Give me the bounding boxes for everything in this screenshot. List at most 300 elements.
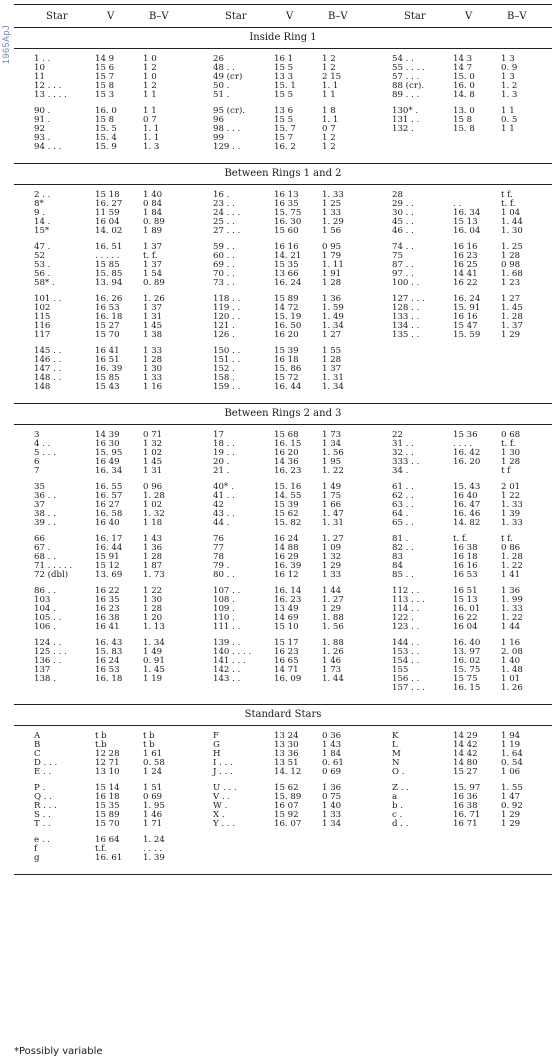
b-v-color: 0 69	[143, 792, 163, 802]
b-v-color: 1. 2	[501, 81, 518, 91]
star-id: 1 . .	[34, 54, 51, 64]
star-id: 143 . .	[213, 674, 241, 684]
star-id: 3	[34, 430, 40, 440]
star-id: 51 .	[213, 90, 230, 100]
b-v-color: 1 45	[143, 457, 163, 467]
b-v-color: 1 16	[143, 382, 163, 392]
table-row	[193, 467, 372, 476]
v-magnitude: 15 18	[95, 190, 120, 200]
star-id: 64 .	[392, 509, 409, 519]
b-v-color: 1 33	[143, 373, 163, 383]
table-row	[372, 571, 551, 580]
star-id: 102	[34, 303, 51, 313]
v-magnitude: 15. 16	[274, 482, 302, 492]
row-block	[14, 535, 552, 580]
star-id: 104 .	[34, 604, 56, 614]
b-v-color: 1 43	[322, 740, 342, 750]
star-id: 38 . .	[34, 509, 56, 519]
star-id: 66	[34, 534, 45, 544]
v-magnitude: 16. 18	[95, 312, 123, 322]
star-id: 130* .	[392, 106, 419, 116]
v-magnitude: 13 51	[274, 758, 299, 768]
b-v-color: 1 36	[501, 586, 521, 596]
star-id: 75	[392, 251, 403, 261]
b-v-color: 1 2	[322, 133, 336, 143]
block-column	[372, 191, 551, 236]
block-column	[14, 431, 193, 476]
b-v-color: 0. 61	[322, 758, 344, 768]
star-id: 110 .	[213, 613, 235, 623]
v-magnitude: 15. 75	[274, 208, 302, 218]
b-v-color: 1 37	[143, 260, 163, 270]
star-id: 139 . .	[213, 638, 241, 648]
v-magnitude: 16. 46	[453, 509, 481, 519]
star-id: C	[34, 749, 41, 759]
star-id: 142 . .	[213, 665, 241, 675]
star-id: 5 . . .	[34, 448, 56, 458]
star-id: 129 . .	[213, 142, 241, 152]
star-id: 107 . .	[213, 586, 241, 596]
v-magnitude: 15 70	[95, 819, 120, 829]
v-magnitude: 16 38	[95, 613, 120, 623]
table-row	[14, 331, 193, 340]
b-v-color: 1. 73	[143, 570, 165, 580]
star-id: 63 . .	[392, 500, 414, 510]
b-v-color: 1. 27	[322, 595, 344, 605]
star-id: 29 . .	[392, 199, 414, 209]
v-magnitude: 15 5	[274, 115, 294, 125]
v-magnitude: 14. 55	[274, 491, 302, 501]
star-id: 82 . .	[392, 543, 414, 553]
v-magnitude: 16. 39	[274, 561, 302, 571]
table-row	[372, 519, 551, 528]
b-v-color: 1. 34	[322, 321, 344, 331]
b-v-color: 1 89	[143, 226, 163, 236]
star-id: 89 . . .	[392, 90, 420, 100]
v-magnitude: 16 40	[453, 491, 478, 501]
star-id: 28	[392, 190, 403, 200]
b-v-color: 1 33	[322, 570, 342, 580]
star-id: a	[392, 792, 398, 802]
b-v-color: 1 84	[322, 749, 342, 759]
star-id: 96	[213, 115, 224, 125]
v-magnitude: 15. 86	[274, 364, 302, 374]
v-magnitude: 15. 97	[453, 783, 481, 793]
v-magnitude: t. f.	[453, 534, 468, 544]
v-magnitude: 16. 42	[453, 448, 481, 458]
section-body	[14, 726, 552, 874]
star-id: 11	[34, 72, 45, 82]
v-magnitude: t.f.	[95, 844, 107, 854]
v-magnitude: 16 30	[95, 439, 120, 449]
star-id: 58* .	[34, 278, 55, 288]
star-id: 95 (cr).	[213, 106, 246, 116]
v-magnitude: 13 3	[274, 72, 294, 82]
star-id: 47 .	[34, 242, 51, 252]
b-v-color: 1 30	[143, 595, 163, 605]
v-magnitude: 12 71	[95, 758, 120, 768]
star-id: 98 . . .	[213, 124, 241, 134]
table-row	[193, 675, 372, 684]
star-id: 41 . .	[213, 491, 235, 501]
star-id: 6	[34, 457, 40, 467]
v-magnitude: 15 7	[95, 72, 115, 82]
table-row	[14, 467, 193, 476]
v-magnitude: t b	[95, 731, 107, 741]
b-v-color: 1 06	[501, 767, 521, 777]
table-section	[14, 28, 552, 164]
star-id: 81 .	[392, 534, 409, 544]
b-v-color: 1. 49	[322, 312, 344, 322]
b-v-color: 1 29	[322, 604, 342, 614]
v-magnitude: 15 5	[274, 90, 294, 100]
block-column	[14, 587, 193, 632]
star-id: N	[392, 758, 400, 768]
star-id: 118 . .	[213, 294, 241, 304]
block-column	[372, 587, 551, 632]
b-v-color: 1. 13	[143, 622, 165, 632]
v-magnitude: 14 9	[95, 54, 115, 64]
table-section	[14, 404, 552, 705]
star-id: 70 . .	[213, 269, 235, 279]
b-v-color: 0 71	[143, 430, 163, 440]
star-id: 17	[213, 430, 224, 440]
star-id: 87 . .	[392, 260, 414, 270]
row-block	[14, 295, 552, 340]
side-stamp: 1965ApJ	[1, 24, 11, 64]
b-v-color: 1 18	[143, 518, 163, 528]
table-row	[14, 279, 193, 288]
star-id: 92	[34, 124, 45, 134]
v-magnitude: 15. 9	[95, 142, 117, 152]
v-magnitude: 15. 85	[95, 269, 123, 279]
star-id: 2 . .	[34, 190, 51, 200]
b-v-color: 1 2	[143, 81, 157, 91]
v-magnitude: 16 36	[453, 792, 478, 802]
b-v-color: 1 19	[501, 740, 521, 750]
v-magnitude: 15. 89	[274, 792, 302, 802]
star-id: 10	[34, 63, 45, 73]
b-v-color: 0. 58	[143, 758, 165, 768]
star-id: 136 . .	[34, 656, 62, 666]
header-group	[372, 11, 551, 22]
v-magnitude: . . . . .	[95, 251, 120, 261]
b-v-color: 1 3	[501, 72, 515, 82]
b-v-color: 0. 89	[143, 217, 165, 227]
b-v-color: 1 84	[143, 208, 163, 218]
v-magnitude: 15 27	[95, 321, 120, 331]
b-v-color: 1. 68	[501, 269, 523, 279]
star-id: 117	[34, 330, 51, 340]
star-id: 37	[34, 500, 45, 510]
v-magnitude: 16. 0	[95, 106, 117, 116]
table-row	[14, 675, 193, 684]
star-id: 91 .	[34, 115, 51, 125]
v-magnitude: 16 22	[453, 613, 478, 623]
v-magnitude: 15 60	[274, 226, 299, 236]
block-column	[372, 535, 551, 580]
star-id: 109 .	[213, 604, 235, 614]
star-id: d . .	[392, 819, 409, 829]
v-magnitude: 16. 57	[95, 491, 123, 501]
star-id: 147 . .	[34, 364, 62, 374]
b-v-color: 1. 99	[501, 595, 523, 605]
v-magnitude: 15. 5	[95, 124, 117, 134]
star-id: 120 . .	[213, 312, 241, 322]
b-v-color: 0 96	[143, 482, 163, 492]
block-column	[14, 483, 193, 528]
star-id: 124 . .	[34, 638, 62, 648]
block-column	[14, 836, 193, 863]
star-id: 45 . .	[392, 217, 414, 227]
star-id: 16 .	[213, 190, 230, 200]
star-id: X .	[213, 810, 225, 820]
v-magnitude: 12 28	[95, 749, 120, 759]
b-v-color: 1 32	[143, 439, 163, 449]
v-magnitude: 15 70	[95, 330, 120, 340]
v-magnitude: 14. 8	[453, 90, 475, 100]
b-v-color: 1 2	[322, 142, 336, 152]
v-magnitude	[451, 467, 501, 476]
star-id: 80 . .	[213, 570, 235, 580]
b-v-color: 1 1	[143, 90, 157, 100]
block-column	[372, 483, 551, 528]
v-magnitude: 13 36	[274, 749, 299, 759]
star-id: Y . . .	[213, 819, 236, 829]
v-magnitude: 16 71	[453, 819, 478, 829]
b-v-color: 1 31	[143, 466, 163, 476]
v-magnitude: 16. 09	[274, 674, 302, 684]
v-magnitude: 16 25	[453, 260, 478, 270]
b-v-color: 1 28	[143, 355, 163, 365]
star-id: 157 . . .	[392, 683, 425, 693]
header-v: V	[286, 10, 294, 22]
v-magnitude: 15. 19	[274, 312, 302, 322]
v-magnitude: 15 85	[95, 260, 120, 270]
v-magnitude: 16 27	[95, 500, 120, 510]
v-magnitude: 16 16	[453, 312, 478, 322]
b-v-color: 1 95	[322, 457, 342, 467]
v-magnitude: 16. 51	[95, 242, 123, 252]
b-v-color: 1 1	[501, 124, 515, 134]
v-magnitude: 13 66	[274, 269, 299, 279]
block-column	[372, 639, 551, 693]
v-magnitude: 16 04	[95, 217, 120, 227]
v-magnitude: 15 27	[453, 767, 478, 777]
row-block	[14, 732, 552, 777]
b-v-color: 1 28	[143, 552, 163, 562]
star-id: 54 . .	[392, 54, 414, 64]
b-v-color: 1 2	[322, 54, 336, 64]
v-magnitude: 14 88	[274, 543, 299, 553]
block-column	[193, 107, 372, 152]
star-id: 126 .	[213, 330, 235, 340]
star-id: 25 . .	[213, 217, 235, 227]
v-magnitude: 16 51	[95, 355, 120, 365]
v-magnitude: 14 7	[453, 63, 473, 73]
table-row	[193, 143, 372, 152]
v-magnitude: 15 35	[274, 260, 299, 270]
star-id: 26	[213, 54, 224, 64]
v-magnitude: 14. 12	[274, 767, 302, 777]
star-id: 123 . .	[392, 622, 420, 632]
b-v-color: 1. 1	[322, 115, 339, 125]
star-id: D . . .	[34, 758, 58, 768]
star-id: 131 . .	[392, 115, 420, 125]
v-magnitude: 15 43	[95, 382, 120, 392]
block-column	[14, 55, 193, 100]
row-block	[14, 784, 552, 829]
table-row	[193, 571, 372, 580]
section-body	[14, 185, 552, 403]
star-id: 27 . . .	[213, 226, 241, 236]
footnote: *Possibly variable	[14, 1046, 103, 1057]
b-v-color: 1 73	[322, 665, 342, 675]
b-v-color: 0. 5	[501, 115, 518, 125]
b-v-color: 1 54	[143, 269, 163, 279]
section-title: Standard Stars	[14, 705, 552, 726]
b-v-color: 0 75	[322, 792, 342, 802]
v-magnitude: 16 40	[95, 518, 120, 528]
star-id: 108 .	[213, 595, 235, 605]
b-v-color: 1 01	[501, 674, 521, 684]
star-id: 59 . .	[213, 242, 235, 252]
table-row	[14, 383, 193, 392]
b-v-color: 1. 1	[322, 81, 339, 91]
star-id: 34 .	[392, 466, 409, 476]
v-magnitude: 16. 47	[453, 500, 481, 510]
star-id: 42	[213, 500, 224, 510]
b-v-color: 1. 3	[501, 90, 518, 100]
b-v-color: 1 27	[501, 294, 521, 304]
b-v-color: 1. 47	[322, 509, 344, 519]
b-v-color: . . . .	[143, 844, 163, 854]
star-id: 146 . .	[34, 355, 62, 365]
b-v-color: 0 95	[322, 242, 342, 252]
star-id: 153 . .	[392, 647, 420, 657]
block-column	[14, 784, 193, 829]
star-id: 144 . .	[392, 638, 420, 648]
star-id: 97 . .	[392, 269, 414, 279]
star-id: 14 .	[34, 217, 51, 227]
b-v-color: 1 28	[501, 457, 521, 467]
b-v-color: 1. 88	[322, 638, 344, 648]
v-magnitude: 15. 43	[453, 482, 481, 492]
table-row	[14, 623, 193, 632]
b-v-color: 0. 92	[501, 801, 523, 811]
star-id: 49 (cr)	[213, 72, 243, 82]
v-magnitude: 16 18	[95, 792, 120, 802]
star-id: 155	[392, 665, 409, 675]
b-v-color: 1 1	[322, 90, 336, 100]
star-id: 79 .	[213, 561, 230, 571]
star-id: g	[34, 853, 40, 863]
b-v-color: 1. 45	[143, 665, 165, 675]
star-id: 103	[34, 595, 51, 605]
b-v-color: 1. 44	[322, 674, 344, 684]
block-column	[372, 55, 551, 100]
b-v-color: 1. 33	[501, 518, 523, 528]
table-row	[14, 519, 193, 528]
block-column	[14, 535, 193, 580]
section-body	[14, 49, 552, 163]
v-magnitude: 16. 07	[274, 819, 302, 829]
v-magnitude: 15. 82	[274, 518, 302, 528]
v-magnitude: 14 71	[274, 665, 299, 675]
b-v-color: 1. 3	[143, 142, 160, 152]
v-magnitude: 16 16	[453, 242, 478, 252]
star-id: U . . .	[213, 783, 237, 793]
star-id: 99	[213, 133, 224, 143]
b-v-color: 0 68	[501, 430, 521, 440]
v-magnitude: 15 89	[95, 810, 120, 820]
b-v-color: 1 27	[322, 330, 342, 340]
b-v-color: 1 37	[143, 242, 163, 252]
v-magnitude: 15. 95	[95, 448, 123, 458]
v-magnitude: 15 92	[274, 810, 299, 820]
v-magnitude: 13. 97	[453, 647, 481, 657]
block-column	[14, 243, 193, 288]
b-v-color: t f.	[501, 534, 513, 544]
table-header	[14, 4, 552, 28]
star-id: 333 . .	[392, 457, 420, 467]
v-magnitude: 15 8	[95, 115, 115, 125]
star-id: 135 . .	[392, 330, 420, 340]
star-id: f	[34, 844, 38, 854]
v-magnitude: 13 49	[274, 604, 299, 614]
v-magnitude: 16 18	[453, 552, 478, 562]
v-magnitude: 11 59	[95, 208, 120, 218]
b-v-color: 1. 48	[501, 665, 523, 675]
star-id: 121 .	[213, 321, 235, 331]
v-magnitude: 16 35	[95, 595, 120, 605]
star-id: 140 . . . .	[213, 647, 252, 657]
table-row	[193, 91, 372, 100]
star-id: 9 .	[34, 208, 45, 218]
star-id: G	[213, 740, 220, 750]
table-row	[372, 227, 551, 236]
table-row	[193, 519, 372, 528]
b-v-color: 1. 33	[501, 604, 523, 614]
star-id: 60 . .	[213, 251, 235, 261]
b-v-color: 1 55	[322, 346, 342, 356]
star-id: 53 .	[34, 260, 51, 270]
header-star: Star	[225, 10, 247, 22]
block-column	[193, 535, 372, 580]
v-magnitude: 15 6	[95, 63, 115, 73]
b-v-color: 1. 1	[143, 124, 160, 134]
b-v-color: 1. 56	[322, 622, 344, 632]
b-v-color: 0 36	[322, 731, 342, 741]
table-row	[193, 820, 372, 829]
b-v-color: 1 02	[143, 448, 163, 458]
v-magnitude: 13 6	[274, 106, 294, 116]
star-id: 106 .	[34, 622, 56, 632]
star-id: e . .	[34, 835, 51, 845]
star-id: 116	[34, 321, 51, 331]
b-v-color: 0 7	[322, 124, 336, 134]
b-v-color: t. f.	[501, 439, 516, 449]
v-magnitude: 13. 94	[95, 278, 123, 288]
v-magnitude: 16 20	[274, 448, 299, 458]
star-id: 12 . . .	[34, 81, 62, 91]
v-magnitude: 16 16	[453, 561, 478, 571]
b-v-color: 1 44	[322, 586, 342, 596]
v-magnitude: 15 8	[95, 81, 115, 91]
v-magnitude: 16. 2	[274, 142, 296, 152]
v-magnitude: 16 23	[453, 251, 478, 261]
v-magnitude: 16 38	[453, 543, 478, 553]
